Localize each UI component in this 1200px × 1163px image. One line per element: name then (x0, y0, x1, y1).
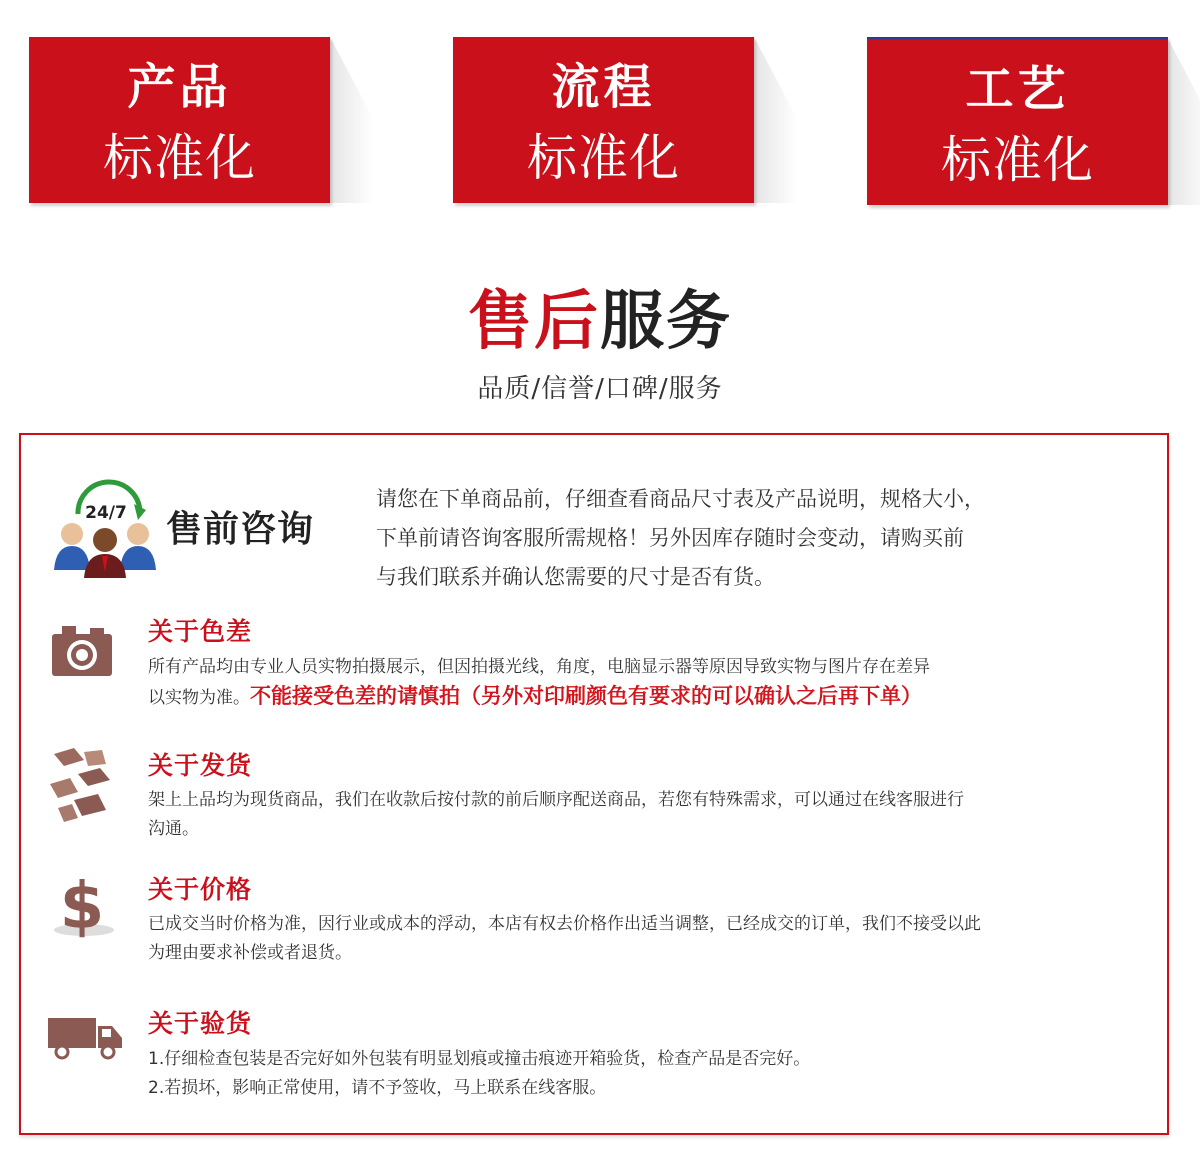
ship-line-2: 沟通。 (148, 819, 199, 839)
consult-line-3: 与我们联系并确认您需要的尺寸是否有货。 (376, 565, 775, 589)
camera-icon (50, 622, 114, 678)
inspect-section-title: 关于验货 (148, 1009, 253, 1038)
banner-line2: 标准化 (527, 129, 680, 187)
price-section-title: 关于价格 (148, 875, 253, 904)
price-section-body (148, 910, 1108, 968)
svg-text:$: $ (59, 872, 105, 938)
price-line-1: 已成交当时价格为准，因行业或成本的浮动，本店有权去价格作出适当调整，已经成交的订单，我们不接受以此 (148, 914, 981, 934)
banner-line2: 标准化 (941, 131, 1094, 189)
service-subtitle: 品质/信誉/口碑/服务 (477, 374, 723, 404)
color-line-2 (148, 682, 1148, 713)
color-line-1: 所有产品均由专业人员实物拍摄展示，但因拍摄光线，角度，电脑显示器等原因导致实物与图片存在差异 (148, 657, 930, 677)
delivery-truck-icon (46, 1014, 124, 1060)
consult-line-1: 请您在下单商品前，仔细查看商品尺寸表及产品说明，规格大小， (376, 487, 985, 511)
support-team-icon (48, 474, 164, 578)
banner-line1: 工艺 (965, 61, 1070, 117)
inspect-section-body (148, 1045, 1108, 1103)
ship-line-1: 架上上品均为现货商品，我们在收款后按付款的前后顺序配送商品，若您有特殊需求，可以通过在线客服进行 (148, 790, 964, 810)
ship-section-body (148, 786, 1108, 844)
dollar-icon (48, 872, 118, 938)
banner-line1: 流程 (551, 59, 656, 115)
banner-line1: 产品 (127, 59, 232, 115)
color-line-2-text: 以实物为准。 (148, 688, 250, 708)
service-title-red: 售后 (468, 285, 600, 359)
consult-title: 售前咨询 (166, 509, 315, 550)
badge-24-7: 24/7 (85, 503, 127, 523)
inspect-line-2: 2.若损坏，影响正常使用，请不予签收，马上联系在线客服。 (148, 1078, 607, 1098)
service-title (0, 286, 1200, 358)
banner-craft-standard (867, 37, 1168, 205)
price-line-2: 为理由要求补偿或者退货。 (148, 943, 352, 963)
banner-process-standard (453, 37, 754, 203)
consult-text (376, 480, 1116, 597)
color-warning: 不能接受色差的请慎拍（另外对印刷颜色有要求的可以确认之后再下单） (250, 684, 922, 708)
banner-line2: 标准化 (103, 129, 256, 187)
color-section-title: 关于色差 (148, 617, 253, 646)
boxes-icon (44, 744, 120, 828)
color-section-body (148, 653, 1148, 713)
service-title-dark: 服务 (600, 285, 732, 359)
inspect-line-1: 1.仔细检查包装是否完好如外包装有明显划痕或撞击痕迹开箱验货，检查产品是否完好。 (148, 1049, 811, 1069)
ship-section-title: 关于发货 (148, 751, 253, 780)
banner-product-standard (29, 37, 330, 203)
consult-line-2: 下单前请咨询客服所需规格！另外因库存随时会变动，请购买前 (376, 526, 964, 550)
